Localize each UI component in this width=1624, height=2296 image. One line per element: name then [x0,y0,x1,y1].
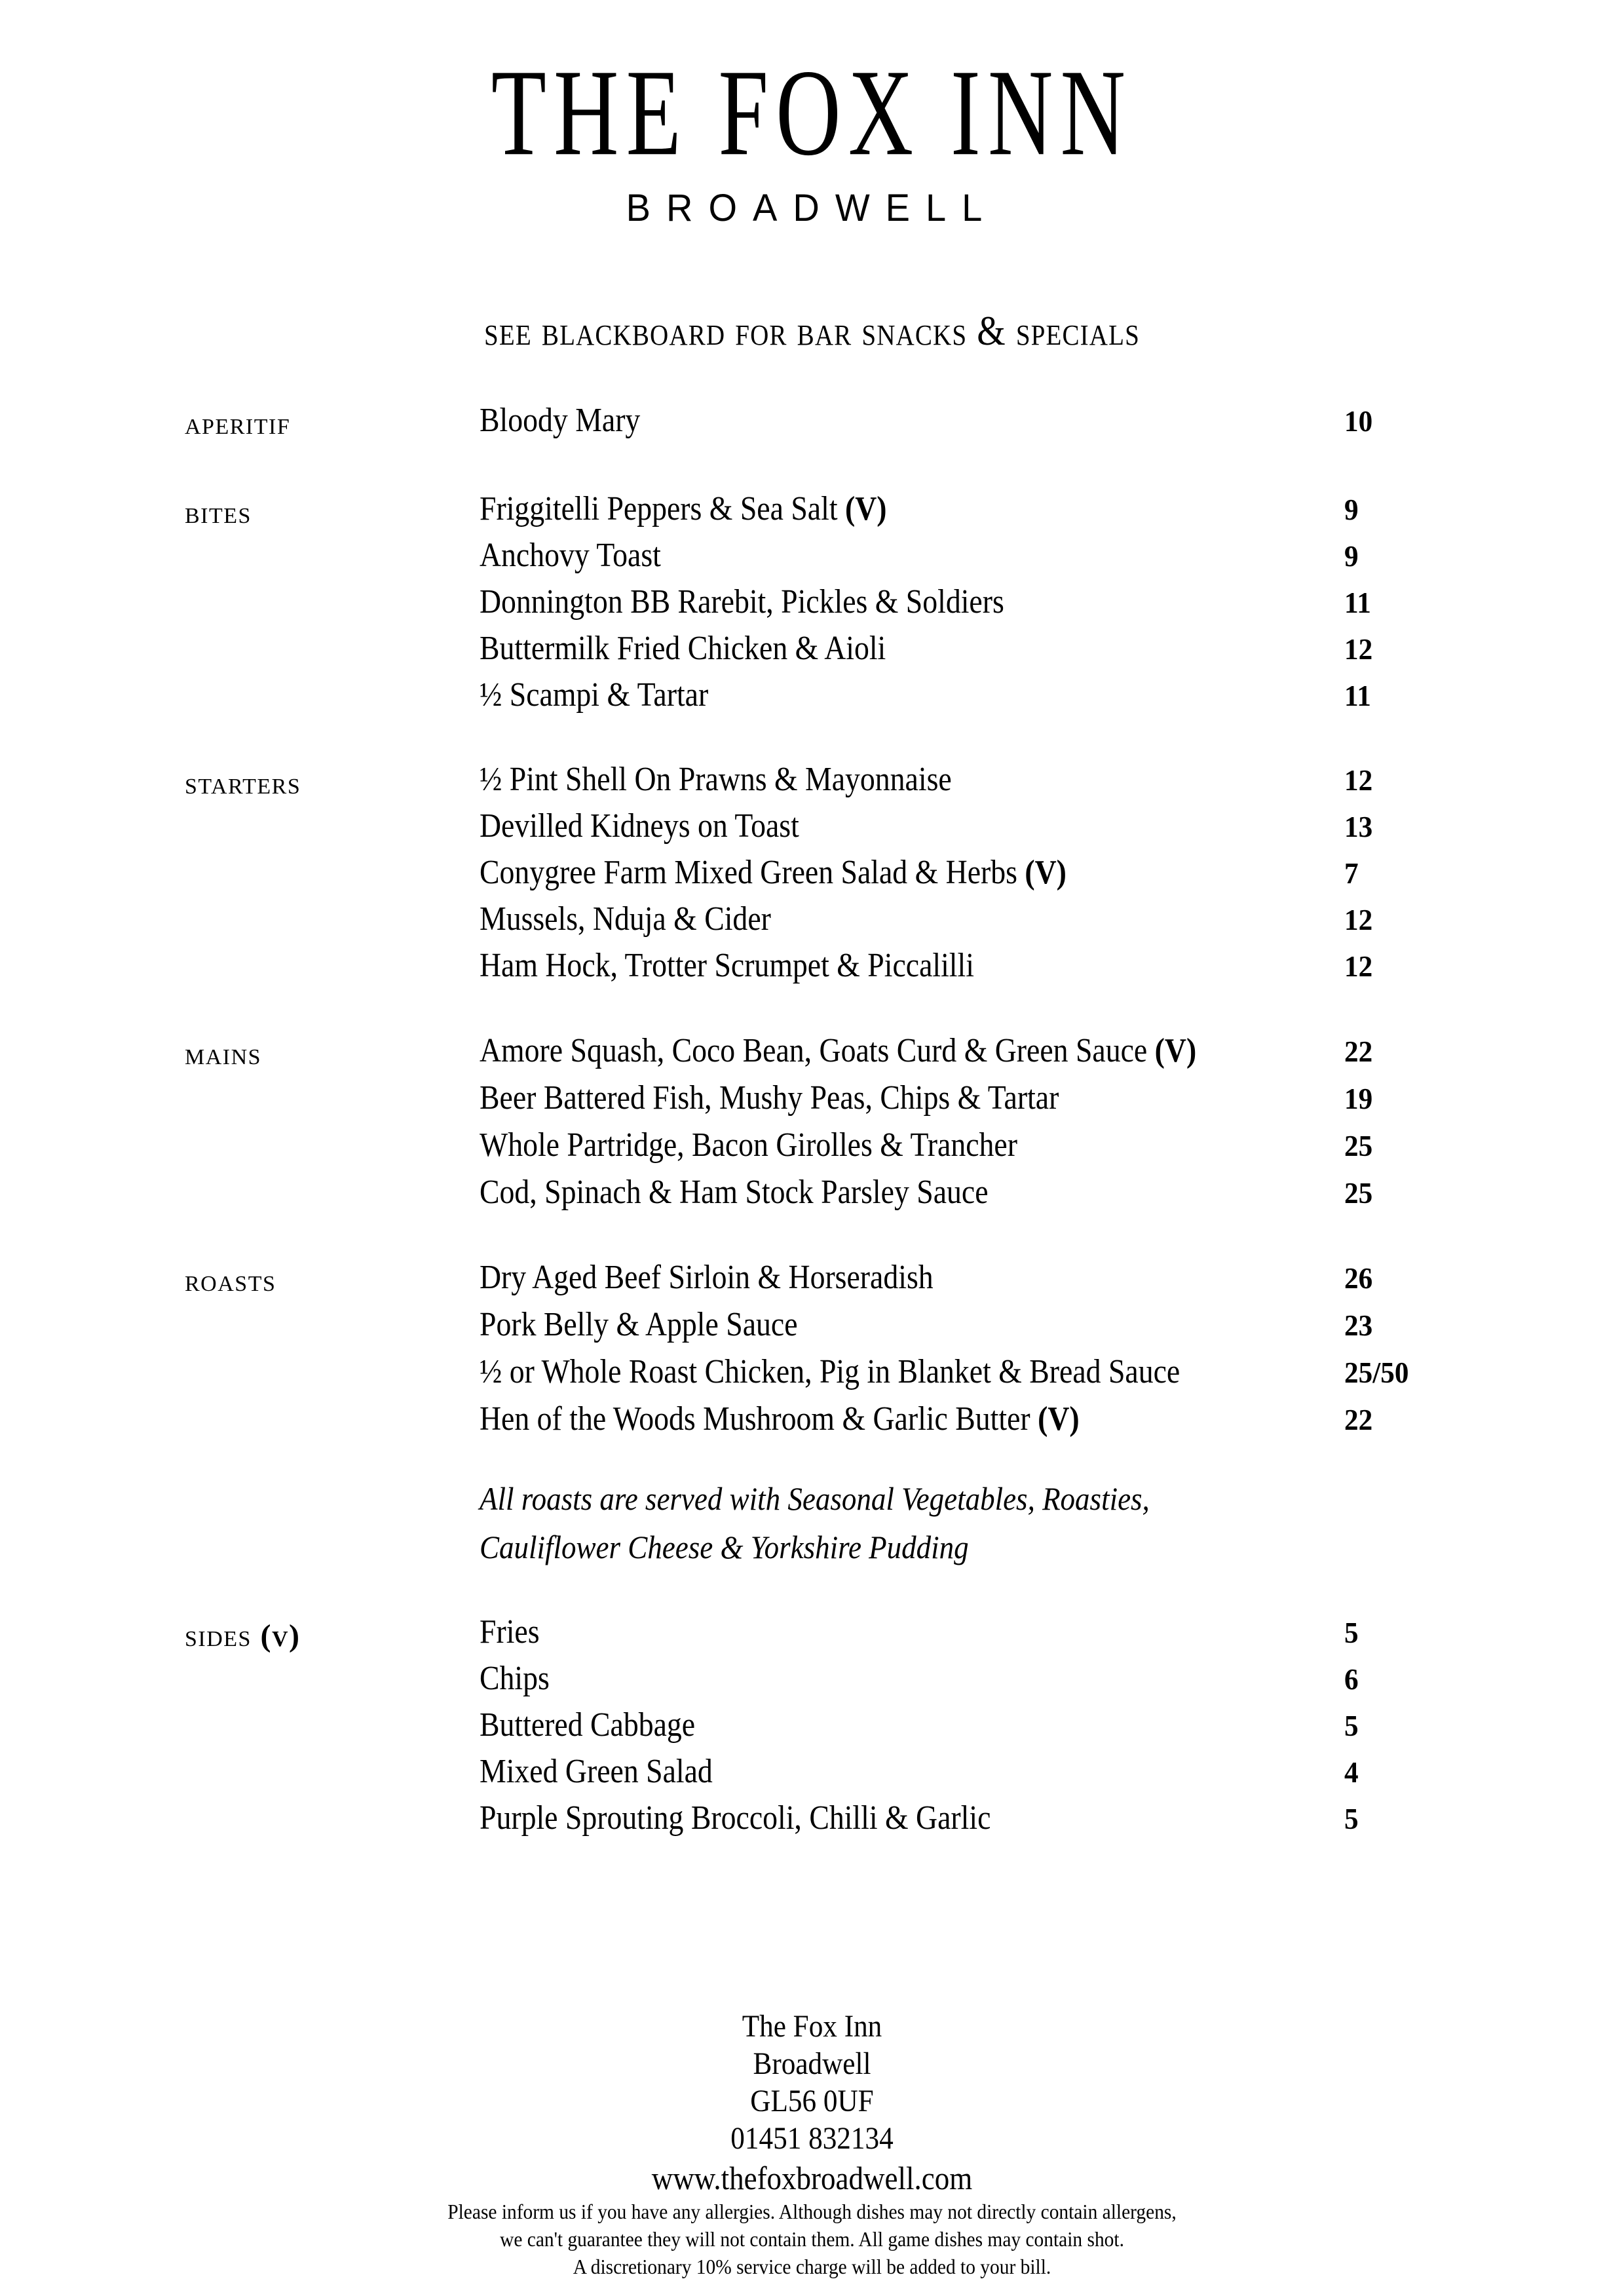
menu-item-name: Purple Sprouting Broccoli, Chilli & Garlic [480,1799,991,1837]
menu-item-row [480,579,1624,626]
menu-item-row [480,486,1624,533]
menu-section-aperitif [185,397,1624,448]
menu-item-row [480,803,1624,850]
menu-item-price: 10 [1344,404,1373,438]
section-label-starters: starters [185,766,301,801]
menu-item-price: 11 [1344,679,1371,712]
section-items-roasts [480,1254,1624,1571]
allergy-disclaimer-line-2: we can't guarantee they will not contain them. All game dishes may contain shot. [500,2227,1124,2251]
vegetarian-marker: (V) [1154,1032,1197,1069]
menu-item-row [480,1749,1624,1795]
menu-item-price: 13 [1344,810,1373,843]
menu-item-row [480,397,1624,444]
menu-section-mains [185,1027,1624,1216]
roasts-note-line-1: All roasts are served with Seasonal Vegetables, Roasties, [480,1480,1150,1517]
menu-item-price: 5 [1344,1709,1359,1742]
menu-item-price: 25 [1344,1176,1373,1210]
menu-item-price: 5 [1344,1616,1359,1649]
vegetarian-marker: (V) [844,490,887,527]
menu-item-name: ½ or Whole Roast Chicken, Pig in Blanket & Bread Sauce [480,1353,1180,1390]
menu-sections [0,397,1624,1842]
menu-item-row [480,850,1624,896]
menu-item-row [480,896,1624,943]
menu-item-price: 5 [1344,1802,1359,1835]
section-label-roasts: roasts [185,1263,276,1298]
menu-item-row [480,1301,1624,1349]
menu-item-row [480,1027,1624,1075]
section-label-mains: mains [185,1037,262,1071]
menu-item-name: Dry Aged Beef Sirloin & Horseradish [480,1259,934,1296]
menu-item-price: 23 [1344,1309,1373,1342]
section-label-bites: bites [185,495,252,530]
menu-item-name: Buttered Cabbage [480,1706,696,1744]
section-label-sides-v: sides (v) [185,1618,301,1653]
menu-item-name: Beer Battered Fish, Mushy Peas, Chips & Tartar [480,1079,1059,1117]
menu-item-name: Hen of the Woods Mushroom & Garlic Butter (V) [480,1400,1080,1438]
menu-section-sides-v [185,1609,1624,1842]
section-items-aperitif [480,397,1624,444]
menu-item-price: 22 [1344,1403,1373,1436]
section-label-aperitif: aperitif [185,406,291,441]
menu-item-row [480,943,1624,989]
menu-item-price: 9 [1344,539,1359,573]
restaurant-location: BROADWELL [626,185,998,229]
menu-item-row [480,1075,1624,1122]
menu-item-row [480,1656,1624,1702]
menu-item-price: 25 [1344,1129,1373,1162]
menu-item-price: 11 [1344,586,1371,619]
menu-item-row [480,1254,1624,1301]
vegetarian-marker: (V) [1025,854,1067,891]
menu-item-row [480,1349,1624,1396]
footer-website-link[interactable]: www.thefoxbroadwell.com [651,2160,973,2196]
menu-item-name: Ham Hock, Trotter Scrumpet & Piccalilli [480,947,974,984]
menu-item-row [480,672,1624,719]
menu-item-name: Donnington BB Rarebit, Pickles & Soldiers [480,583,1004,621]
menu-item-name: Cod, Spinach & Ham Stock Parsley Sauce [480,1174,989,1211]
menu-item-price: 12 [1344,903,1373,936]
menu-item-row [480,1396,1624,1443]
menu-item-name: Chips [480,1660,550,1697]
menu-item-name: Bloody Mary [480,402,641,439]
menu-item-name: Amore Squash, Coco Bean, Goats Curd & Green Sauce (V) [480,1032,1197,1069]
menu-item-name: ½ Pint Shell On Prawns & Mayonnaise [480,761,952,798]
menu-item-name: ½ Scampi & Tartar [480,676,709,714]
menu-item-price: 9 [1344,493,1359,526]
section-items-sides-v [480,1609,1624,1842]
vegetarian-marker: (V) [1038,1400,1080,1438]
service-charge-note: A discretionary 10% service charge will be added to your bill. [573,2255,1051,2278]
menu-item-row [480,1609,1624,1656]
menu-item-name: Whole Partridge, Bacon Girolles & Trancher [480,1126,1017,1164]
restaurant-name: THE FOX INN [491,45,1133,182]
menu-item-name: Mixed Green Salad [480,1753,713,1790]
menu-footer [0,2008,1624,2280]
menu-item-row [480,533,1624,579]
menu-item-row [480,626,1624,672]
menu-item-price: 19 [1344,1082,1373,1115]
menu-item-name: Devilled Kidneys on Toast [480,807,799,845]
menu-item-price: 6 [1344,1662,1359,1696]
menu-item-price: 12 [1344,632,1373,666]
menu-item-name: Anchovy Toast [480,537,661,574]
menu-header [0,0,1624,354]
menu-section-bites [185,486,1624,719]
section-items-mains [480,1027,1624,1216]
menu-item-price: 25/50 [1344,1356,1409,1389]
roasts-note-line-2: Cauliflower Cheese & Yorkshire Pudding [480,1529,969,1565]
menu-item-price: 22 [1344,1035,1373,1068]
blackboard-specials-note: see blackboard for bar snacks & specials [484,307,1140,354]
allergy-disclaimer-line-1: Please inform us if you have any allergies. Although dishes may not directly contain allergens, [447,2200,1177,2223]
section-items-bites [480,486,1624,719]
menu-item-price: 12 [1344,763,1373,797]
menu-item-row [480,1702,1624,1749]
menu-item-name: Conygree Farm Mixed Green Salad & Herbs (V) [480,854,1067,891]
footer-postcode: GL56 0UF [750,2084,874,2118]
menu-item-row [480,1169,1624,1216]
menu-item-price: 12 [1344,949,1373,983]
menu-item-name: Pork Belly & Apple Sauce [480,1306,798,1343]
menu-item-price: 26 [1344,1261,1373,1295]
footer-phone: 01451 832134 [730,2121,894,2156]
menu-item-price: 7 [1344,856,1359,890]
menu-item-row [480,1122,1624,1169]
section-items-starters [480,757,1624,989]
menu-item-name: Mussels, Nduja & Cider [480,900,771,938]
menu-item-row [480,757,1624,803]
menu-item-row [480,1795,1624,1842]
vegetarian-marker: (v) [260,1618,301,1653]
menu-item-name: Friggitelli Peppers & Sea Salt (V) [480,490,887,527]
footer-village: Broadwell [753,2046,871,2081]
footer-venue-name: The Fox Inn [742,2009,882,2044]
menu-item-name: Fries [480,1613,540,1651]
menu-section-roasts [185,1254,1624,1571]
menu-item-name: Buttermilk Fried Chicken & Aioli [480,630,886,667]
menu-section-starters [185,757,1624,989]
menu-item-price: 4 [1344,1755,1359,1789]
